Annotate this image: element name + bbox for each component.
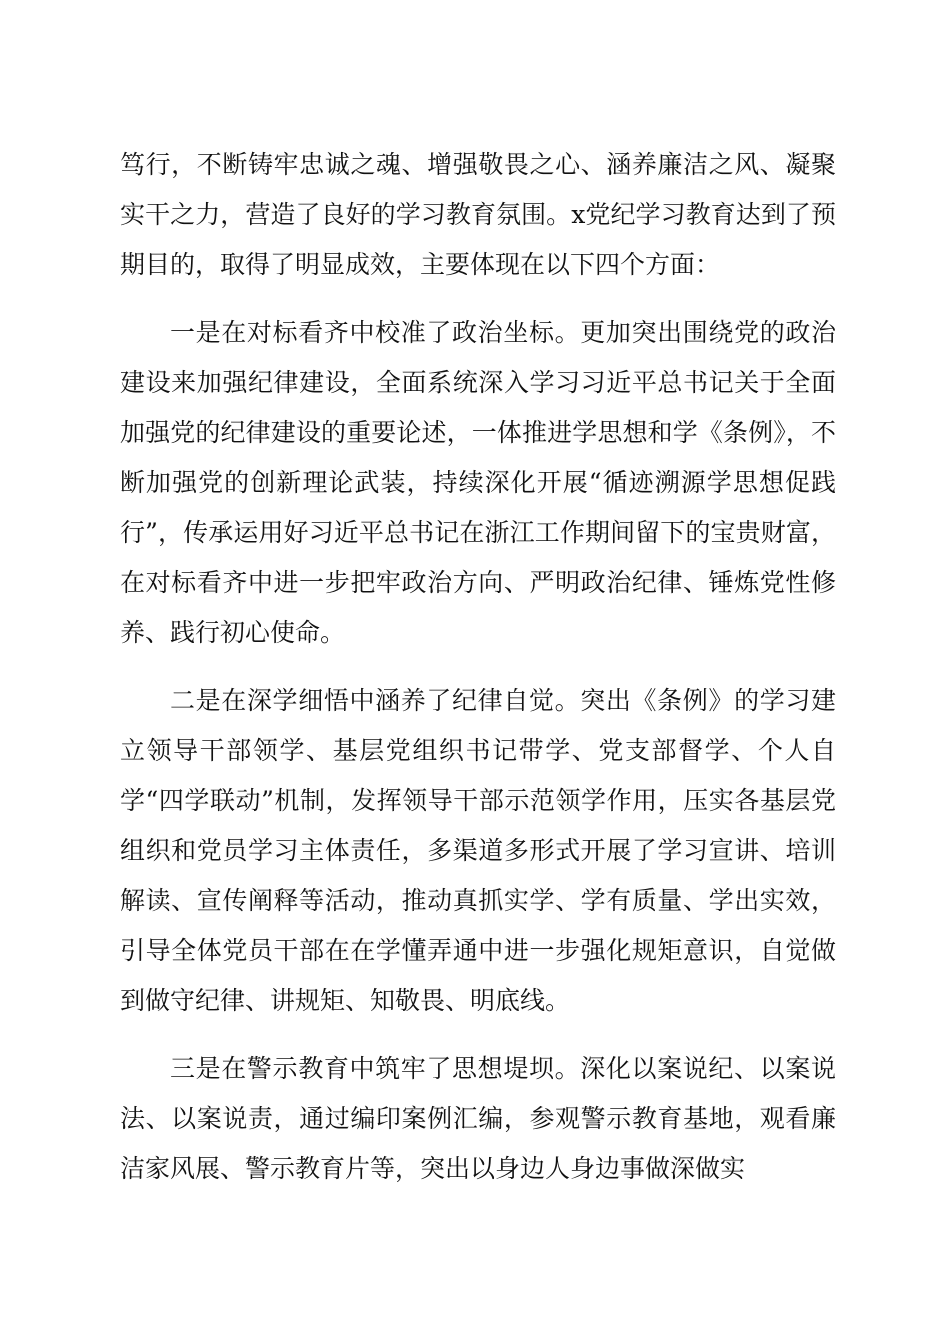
document-body [120, 140, 836, 1212]
paragraph-point-one: 一是在对标看齐中校准了政治坐标。更加突出围绕党的政治建设来加强纪律建设，全面系统深入学习习近平总书记关于全面加强党的纪律建设的重要论述，一体推进学思想和学《条例》，不断加强党的创新理论武装，持续深化开展“循迹溯源学思想促践行”，传承运用好习近平总书记在浙江工作期间留下的宝贵财富，在对标看齐中进一步把牢政治方向、严明政治纪律、锤炼党性修养、践行初心使命。 [120, 318, 836, 647]
paragraph-point-three: 三是在警示教育中筑牢了思想堤坝。深化以案说纪、以案说法、以案说责，通过编印案例汇编，参观警示教育基地，观看廉洁家风展、警示教育片等，突出以身边人身边事做深做实 [120, 1054, 836, 1183]
paragraph-point-two: 二是在深学细悟中涵养了纪律自觉。突出《条例》的学习建立领导干部领学、基层党组织书记带学、党支部督学、个人自学“四学联动”机制，发挥领导干部示范领学作用，压实各基层党组织和党员学习主体责任，多渠道多形式开展了学习宣讲、培训解读、宣传阐释等活动，推动真抓实学、学有质量、学出实效，引导全体党员干部在在学懂弄通中进一步强化规矩意识，自觉做到做守纪律、讲规矩、知敬畏、明底线。 [120, 686, 836, 1015]
paragraph-continuation: 笃行，不断铸牢忠诚之魂、增强敬畏之心、涵养廉洁之风、凝聚实干之力，营造了良好的学习教育氛围。x党纪学习教育达到了预期目的，取得了明显成效，主要体现在以下四个方面： [120, 150, 836, 279]
